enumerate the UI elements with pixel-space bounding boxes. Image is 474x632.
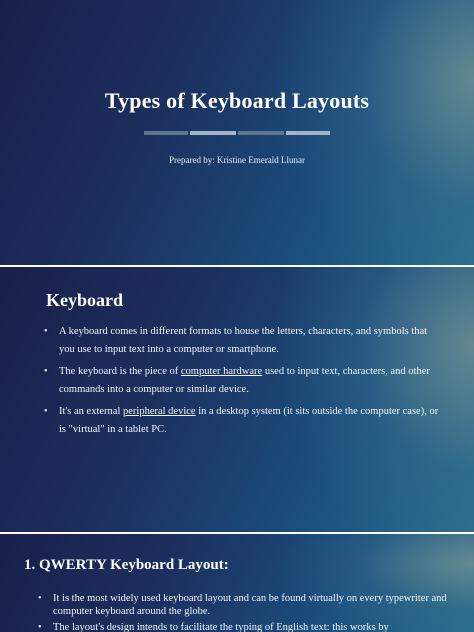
title-divider <box>144 131 330 135</box>
bullet-item <box>44 323 444 359</box>
divider-segment <box>238 131 284 135</box>
bullet-item <box>44 403 444 439</box>
bullet-text: in a desktop system (it sits outside the computer case), or is "virtual" in a tablet PC. <box>59 406 439 435</box>
bullet-marker: • <box>44 406 48 417</box>
slide-subtitle: Prepared by: Kristine Emerald Llunar <box>169 155 305 165</box>
bullet-list <box>44 323 444 443</box>
divider-segment <box>190 131 236 135</box>
bullet-marker: • <box>38 593 42 604</box>
bullet-list <box>38 592 448 632</box>
bullet-text: It's an external <box>59 406 123 417</box>
bullet-text: used to input text, characters, and other commands into a computer or similar device. <box>59 366 430 395</box>
peripheral-device-link[interactable]: peripheral device <box>123 406 196 417</box>
bullet-item <box>38 592 448 618</box>
bullet-marker: • <box>44 326 48 337</box>
bullet-item <box>44 363 444 399</box>
slide-title: Types of Keyboard Layouts <box>104 88 370 113</box>
bullet-text: A keyboard comes in different formats to house the letters, characters, and symbols that you use to input text into a computer or smartphone. <box>59 326 428 355</box>
slide-heading: Keyboard <box>46 290 124 310</box>
bullet-item <box>38 621 448 632</box>
divider-segment <box>144 131 188 135</box>
bullet-text: The keyboard is the piece of <box>59 366 181 377</box>
slide-heading: 1. QWERTY Keyboard Layout: <box>24 557 229 573</box>
bullet-marker: • <box>44 366 48 377</box>
bullet-text: The layout's design intends to facilitate the typing of English text: this works by <box>53 622 389 632</box>
title-slide <box>0 0 474 265</box>
computer-hardware-link[interactable]: computer hardware <box>180 366 263 377</box>
bullet-text: It is the most widely used keyboard layout and can be found virtually on every typewriter and computer keyboard around the globe. <box>53 593 447 617</box>
bullet-marker: • <box>38 622 42 632</box>
divider-segment <box>286 131 330 135</box>
keyboard-slide <box>0 267 474 532</box>
qwerty-slide <box>0 534 474 632</box>
